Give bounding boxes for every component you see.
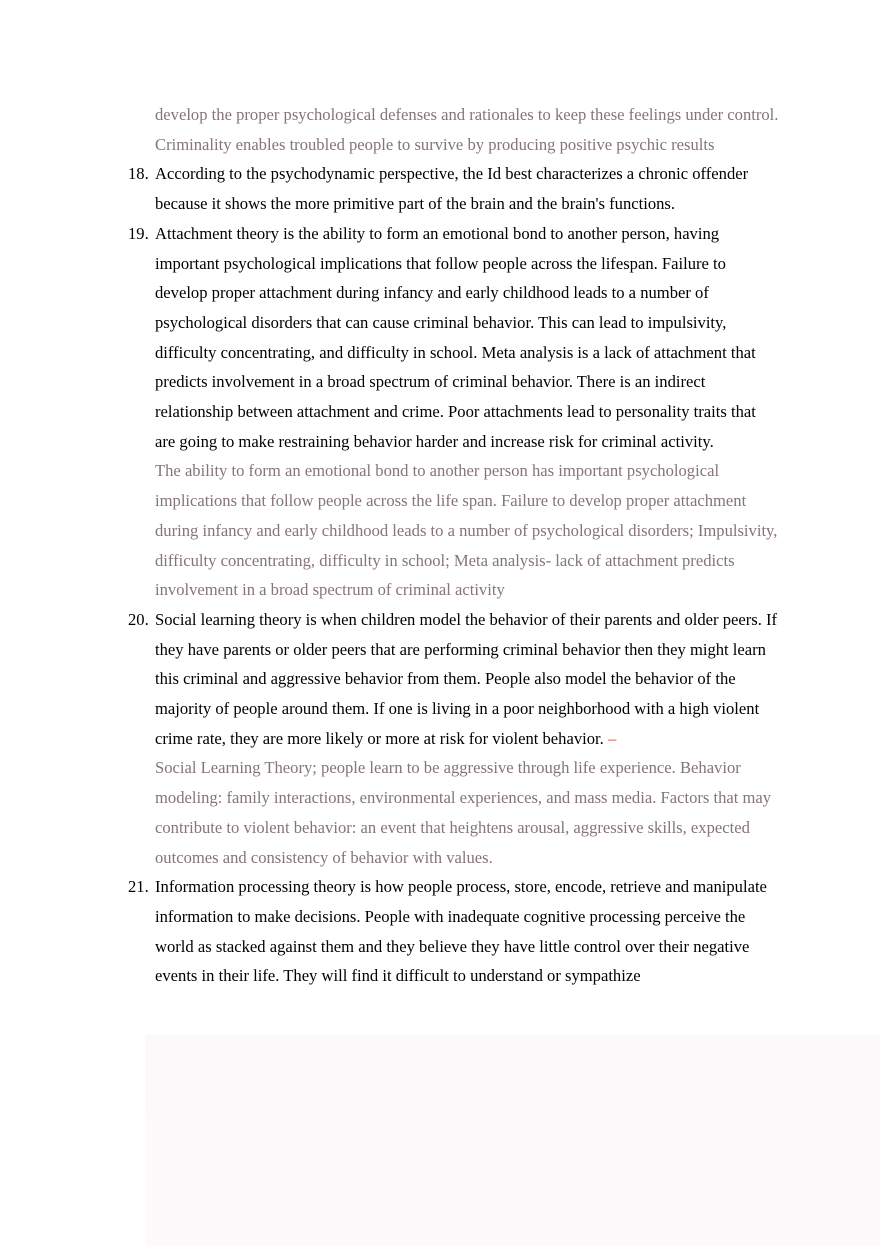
- page-shading: [145, 1035, 880, 1247]
- document-body: [128, 100, 780, 991]
- item-reference: Social Learning Theory; people learn to be aggressive through life experience. Behavior modeling: family interactions, environmental experiences, and mass media. Factors that may contribute to violent behavior: an event that heightens arousal, aggressive skills, expected outcomes and consistency of behavior with values.: [155, 758, 772, 867]
- item-answer: Information processing theory is how people process, store, encode, retrieve and manipulate information to make decisions. People with inadequate cognitive processing perceive the world as stacked against them and they believe they have little control over their negative events in their life. They will find it difficult to understand or sympathize: [155, 877, 767, 986]
- item-answer: Attachment theory is the ability to form an emotional bond to another person, having important psychological implications that follow people across the lifespan. Failure to develop proper attachment during infancy and early childhood leads to a number of psychological disorders that can cause criminal behavior. This can lead to impulsivity, difficulty concentrating, and difficulty in school. Meta analysis is a lack of attachment that predicts involvement in a broad spectrum of criminal behavior. There is an indirect relationship between attachment and crime. Poor attachments lead to personality traits that are going to make restraining behavior harder and increase risk for criminal activity.: [155, 223, 756, 451]
- item-reference: The ability to form an emotional bond to another person has important psychological implications that follow people across the life span. Failure to develop proper attachment during infancy and early childhood leads to a number of psychological disorders; Impulsivity, difficulty concentrating, difficulty in school; Meta analysis- lack of attachment predicts involvement in a broad spectrum of criminal activity: [155, 461, 778, 600]
- list-item-20: [128, 605, 780, 872]
- item-number: 19.: [128, 223, 149, 243]
- list-item-18: [128, 159, 780, 218]
- item-answer-block: [155, 605, 780, 754]
- list-item-21: [128, 872, 780, 991]
- item-number: 18.: [128, 164, 149, 184]
- item-answer: According to the psychodynamic perspective, the Id best characterizes a chronic offender because it shows the more primitive part of the brain and the brain's functions.: [155, 164, 749, 214]
- top-continuation-text: develop the proper psychological defenses and rationales to keep these feelings under control. Criminality enables troubled people to survive by producing positive psychic results: [155, 105, 779, 154]
- list-item-19: [128, 219, 780, 605]
- item-answer: Social learning theory is when children model the behavior of their parents and older peers. If they have parents or older peers that are performing criminal behavior then they might learn this criminal and aggressive behavior from them. People also model the behavior of the majority of people around them. If one is living in a poor neighborhood with a high violent crime rate, they are more likely or more at risk for violent behavior.: [155, 609, 778, 748]
- item-number: 20.: [128, 609, 149, 629]
- item-number: 21.: [128, 877, 149, 897]
- dash-mark: –: [607, 728, 617, 748]
